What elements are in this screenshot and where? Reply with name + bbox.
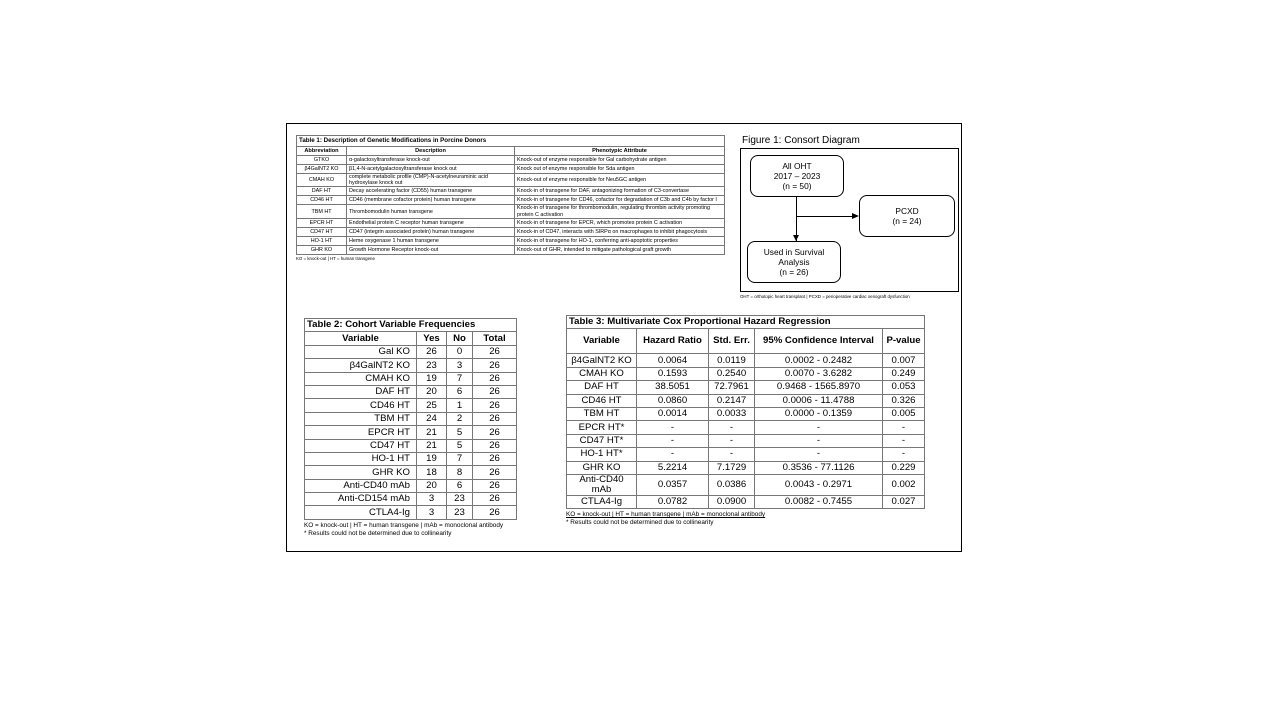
table3-header-variable: Variable — [567, 329, 637, 354]
table2-row-cell: 26 — [473, 493, 517, 506]
table2-caption: Table 2: Cohort Variable Frequencies — [305, 319, 517, 332]
table2-header-no: No — [447, 332, 473, 345]
table3-row-cell: 0.0860 — [637, 394, 709, 407]
poster-panel — [286, 123, 962, 552]
table2-row-cell: 0 — [447, 345, 473, 358]
table2-row-cell: 1 — [447, 399, 473, 412]
table3 — [566, 315, 925, 509]
table1-row — [297, 187, 725, 196]
table2-row-cell: 21 — [417, 439, 447, 452]
table2-row-cell: 26 — [473, 506, 517, 519]
table3-row-cell: 0.0043 - 0.2971 — [755, 474, 883, 495]
box-survival-line1: Used in Survival — [763, 246, 825, 257]
table3-row-cell: 0.0033 — [709, 407, 755, 420]
table1-footnote: KO = knock-out | HT = human transgene — [296, 255, 375, 261]
table3-row-cell: CD47 HT* — [567, 434, 637, 447]
table2-row-cell: 26 — [473, 412, 517, 425]
table2-row-cell: 18 — [417, 466, 447, 479]
table3-row-cell: 0.0357 — [637, 474, 709, 495]
table1-row-cell: CMAH KO — [297, 174, 347, 187]
table3-row-cell: 0.027 — [883, 496, 925, 509]
table3-row — [567, 407, 925, 420]
box-all-oht-line1: All OHT — [782, 160, 812, 171]
table1-row-cell: Decay accelerating factor (CD55) human transgene — [347, 187, 515, 196]
table3-row-cell: 38.5051 — [637, 381, 709, 394]
figure1-footnote: OHT = orthotopic heart transplant | PCXD = perioperative cardiac xenograft dysfunction — [740, 294, 910, 299]
table3-row-cell: - — [709, 421, 755, 434]
table1-row-cell: GHR KO — [297, 245, 347, 254]
table1-header-phenotypic-attribute: Phenotypic Attribute — [515, 147, 725, 156]
table2-row-cell: Gal KO — [305, 345, 417, 358]
table1-row-cell: β4GalNT2 KO — [297, 165, 347, 174]
table3-row-cell: 0.007 — [883, 354, 925, 367]
table1-row-cell: CD47 HT — [297, 227, 347, 236]
table2-row-cell: CMAH KO — [305, 372, 417, 385]
table1-row — [297, 156, 725, 165]
table1-row-cell: GTKO — [297, 156, 347, 165]
table1-row-cell: Growth Hormone Receptor knock-out — [347, 245, 515, 254]
table3-header-std-err: Std. Err. — [709, 329, 755, 354]
table2-row-cell: Anti-CD154 mAb — [305, 493, 417, 506]
table1-section — [296, 135, 724, 261]
table3-row-cell: DAF HT — [567, 381, 637, 394]
table3-row-cell: - — [637, 448, 709, 461]
table2-row-cell: 6 — [447, 385, 473, 398]
table3-row-cell: 0.0782 — [637, 496, 709, 509]
table3-row-cell: 0.0900 — [709, 496, 755, 509]
table1-caption: Table 1: Description of Genetic Modifications in Porcine Donors — [297, 136, 725, 147]
table2-row-cell: 26 — [473, 399, 517, 412]
table1-row-cell: Knock-out of GHR, intended to mitigate pathological graft growth — [515, 245, 725, 254]
table3-footnote — [566, 511, 924, 527]
table2 — [304, 318, 517, 520]
box-pcxd-line2: (n = 24) — [892, 216, 922, 226]
table3-row-cell: - — [883, 434, 925, 447]
table2-row-cell: Anti-CD40 mAb — [305, 479, 417, 492]
table3-row-cell: 7.1729 — [709, 461, 755, 474]
table2-row-cell: TBM HT — [305, 412, 417, 425]
table1-row-cell: Knock-in of transgene for HO-1, conferring anti-apoptotic properties — [515, 236, 725, 245]
table2-row-cell: 19 — [417, 452, 447, 465]
table3-caption: Table 3: Multivariate Cox Proportional Hazard Regression — [567, 316, 925, 329]
table2-row-cell: CD46 HT — [305, 399, 417, 412]
table2-row-cell: 26 — [417, 345, 447, 358]
table1-row-cell: CD47 (integrin associated protein) human transgene — [347, 227, 515, 236]
table3-row — [567, 434, 925, 447]
table3-header-confidence-interval: 95% Confidence Interval — [755, 329, 883, 354]
table3-row-cell: 0.0082 - 0.7455 — [755, 496, 883, 509]
table3-row-cell: 0.0002 - 0.2482 — [755, 354, 883, 367]
table2-row — [305, 452, 517, 465]
table1-row-cell: complete metabolic profile (CMP)-N-acetylneuraminic acid hydroxylase knock out — [347, 174, 515, 187]
table2-row-cell: 26 — [473, 426, 517, 439]
table3-row — [567, 367, 925, 380]
table3-row-cell: TBM HT — [567, 407, 637, 420]
table3-row-cell: 0.0064 — [637, 354, 709, 367]
table3-row-cell: 72.7961 — [709, 381, 755, 394]
table3-section — [566, 315, 924, 527]
table1-row-cell: Knock-out of enzyme responsible for Neu5GC antigen — [515, 174, 725, 187]
table2-body — [305, 345, 517, 519]
box-survival-line3: (n = 26) — [779, 267, 809, 278]
table2-row-cell: 24 — [417, 412, 447, 425]
table1-row-cell: CD46 HT — [297, 196, 347, 205]
table3-row-cell: 0.2147 — [709, 394, 755, 407]
table3-row-cell: - — [755, 434, 883, 447]
table3-row-cell: 0.229 — [883, 461, 925, 474]
table2-row — [305, 359, 517, 372]
table3-row-cell: CMAH KO — [567, 367, 637, 380]
table2-footnote-line1: KO = knock-out | HT = human transgene | mAb = monoclonal antibody — [304, 521, 504, 529]
table3-footnote-line1: KO = knock-out | HT = human transgene | mAb = monoclonal antibody — [566, 511, 766, 519]
table3-header-p-value: P-value — [883, 329, 925, 354]
table1-row-cell: TBM HT — [297, 205, 347, 218]
table2-row-cell: 26 — [473, 372, 517, 385]
table1-row-cell: Knock-in of CD47, interacts with SIRPα on macrophages to inhibit phagocytosis — [515, 227, 725, 236]
table2-section — [304, 318, 516, 538]
table2-row — [305, 439, 517, 452]
table3-row-cell: 0.3536 - 77.1126 — [755, 461, 883, 474]
table1-header-abbreviation: Abbreviation — [297, 147, 347, 156]
table1-row — [297, 205, 725, 218]
table3-row-cell: 0.249 — [883, 367, 925, 380]
table2-row — [305, 506, 517, 519]
table2-row-cell: HO-1 HT — [305, 452, 417, 465]
table3-row-cell: - — [637, 434, 709, 447]
table2-row-cell: CTLA4-Ig — [305, 506, 417, 519]
table2-row — [305, 479, 517, 492]
table1-row-cell: Knock-in of transgene for EPCR, which promotes protein C activation — [515, 218, 725, 227]
table1-row-cell: Knock out of enzyme responsible for Sda antigen — [515, 165, 725, 174]
table3-row-cell: CTLA4-Ig — [567, 496, 637, 509]
table2-row-cell: CD47 HT — [305, 439, 417, 452]
table2-row-cell: DAF HT — [305, 385, 417, 398]
table3-row — [567, 421, 925, 434]
table1-row — [297, 245, 725, 254]
table3-row-cell: GHR KO — [567, 461, 637, 474]
table1-row — [297, 174, 725, 187]
table2-row-cell: 2 — [447, 412, 473, 425]
table2-row-cell: 6 — [447, 479, 473, 492]
table3-row-cell: 0.002 — [883, 474, 925, 495]
table2-row-cell: 23 — [447, 493, 473, 506]
table3-row — [567, 381, 925, 394]
table1-row — [297, 165, 725, 174]
table3-row-cell: 0.0119 — [709, 354, 755, 367]
table2-row-cell: 26 — [473, 359, 517, 372]
table2-row — [305, 385, 517, 398]
table3-row-cell: β4GalNT2 KO — [567, 354, 637, 367]
table3-row-cell: - — [883, 421, 925, 434]
table2-row-cell: 20 — [417, 479, 447, 492]
box-pcxd-line1: PCXD — [895, 205, 919, 216]
table2-row-cell: GHR KO — [305, 466, 417, 479]
table3-row — [567, 354, 925, 367]
table3-row-cell: 5.2214 — [637, 461, 709, 474]
table3-row-cell: 0.053 — [883, 381, 925, 394]
box-survival-analysis — [747, 241, 841, 283]
table3-row — [567, 474, 925, 495]
table3-row-cell: 0.0006 - 11.4788 — [755, 394, 883, 407]
table2-row-cell: 26 — [473, 466, 517, 479]
table2-row-cell: 26 — [473, 345, 517, 358]
table3-body — [567, 354, 925, 509]
table2-row-cell: EPCR HT — [305, 426, 417, 439]
table1-row — [297, 218, 725, 227]
table1-row-cell: Thrombomodulin human transgene — [347, 205, 515, 218]
table2-header-variable: Variable — [305, 332, 417, 345]
table1-header-description: Description — [347, 147, 515, 156]
table3-row-cell: 0.9468 - 1565.8970 — [755, 381, 883, 394]
table2-row-cell: 23 — [417, 359, 447, 372]
table2-row-cell: 5 — [447, 426, 473, 439]
table2-row-cell: 5 — [447, 439, 473, 452]
table1 — [296, 135, 725, 255]
table3-row-cell: 0.005 — [883, 407, 925, 420]
flow-line-horizontal — [796, 216, 852, 217]
table2-row-cell: 26 — [473, 439, 517, 452]
table2-row-cell: β4GalNT2 KO — [305, 359, 417, 372]
box-all-oht — [750, 155, 844, 197]
table2-row-cell: 26 — [473, 452, 517, 465]
table3-row-cell: 0.0000 - 0.1359 — [755, 407, 883, 420]
table3-row-cell: 0.1593 — [637, 367, 709, 380]
table1-row-cell: EPCR HT — [297, 218, 347, 227]
table2-row-cell: 20 — [417, 385, 447, 398]
table1-row — [297, 236, 725, 245]
table1-row — [297, 196, 725, 205]
table1-body — [297, 156, 725, 255]
consort-diagram — [740, 148, 959, 292]
table2-row-cell: 26 — [473, 479, 517, 492]
table3-row-cell: 0.0014 — [637, 407, 709, 420]
table3-row-cell: 0.0386 — [709, 474, 755, 495]
figure1-title: Figure 1: Consort Diagram — [742, 135, 860, 146]
table3-row-cell: CD46 HT — [567, 394, 637, 407]
table3-row-cell: - — [883, 448, 925, 461]
table2-row-cell: 3 — [417, 506, 447, 519]
table3-row-cell: - — [755, 421, 883, 434]
table2-row-cell: 8 — [447, 466, 473, 479]
table2-row-cell: 21 — [417, 426, 447, 439]
table2-row-cell: 7 — [447, 452, 473, 465]
table2-row — [305, 399, 517, 412]
table2-row — [305, 372, 517, 385]
table2-row — [305, 412, 517, 425]
table3-row-cell: - — [709, 448, 755, 461]
table3-row-cell: EPCR HT* — [567, 421, 637, 434]
table1-row-cell: DAF HT — [297, 187, 347, 196]
table2-row — [305, 426, 517, 439]
table2-row-cell: 19 — [417, 372, 447, 385]
table2-header-yes: Yes — [417, 332, 447, 345]
table3-row-cell: - — [709, 434, 755, 447]
table2-row-cell: 3 — [417, 493, 447, 506]
table1-row-cell: β1,4-N-acetylgalactosyltransferase knock out — [347, 165, 515, 174]
table2-row-cell: 7 — [447, 372, 473, 385]
table1-row-cell: Heme oxygenase 1 human transgene — [347, 236, 515, 245]
table3-row — [567, 461, 925, 474]
table2-footnote-line2: * Results could not be determined due to collinearity — [304, 529, 452, 537]
table3-row — [567, 394, 925, 407]
table2-row-cell: 3 — [447, 359, 473, 372]
table1-row-cell: Knock-in of transgene for CD46, cofactor for degradation of C3b and C4b by factor I — [515, 196, 725, 205]
table2-row-cell: 25 — [417, 399, 447, 412]
table1-row — [297, 227, 725, 236]
table1-row-cell: Knock-in of transgene for thrombomodulin, regulating thrombin activity promoting protein C activation — [515, 205, 725, 218]
table1-row-cell: CD46 (membrane cofactor protein) human transgene — [347, 196, 515, 205]
box-all-oht-line2: 2017 – 2023 — [773, 170, 821, 181]
arrow-right-icon — [852, 213, 859, 219]
table2-row — [305, 493, 517, 506]
table3-row-cell: - — [637, 421, 709, 434]
table3-row — [567, 448, 925, 461]
box-pcxd — [859, 195, 955, 237]
table2-header-total: Total — [473, 332, 517, 345]
table2-row — [305, 466, 517, 479]
table3-row-cell: - — [755, 448, 883, 461]
table3-row-cell: HO-1 HT* — [567, 448, 637, 461]
table3-footnote-line2: * Results could not be determined due to collinearity — [566, 519, 714, 527]
table1-row-cell: Knock-in of transgene for DAF, antagonizing formation of C3-convertase — [515, 187, 725, 196]
table2-footnote — [304, 522, 516, 538]
table1-row-cell: Knock-out of enzyme responsible for Gal carbohydrate antigen — [515, 156, 725, 165]
box-all-oht-line3: (n = 50) — [782, 181, 812, 192]
box-survival-line2: Analysis — [778, 256, 810, 267]
table3-row-cell: 0.326 — [883, 394, 925, 407]
table3-row-cell: 0.0070 - 3.6282 — [755, 367, 883, 380]
table3-row-cell: Anti-CD40 mAb — [567, 474, 637, 495]
table1-row-cell: Endothelial protein C receptor human transgene — [347, 218, 515, 227]
table3-header-hazard-ratio: Hazard Ratio — [637, 329, 709, 354]
table1-row-cell: α-galactosyltransferase knock-out — [347, 156, 515, 165]
table2-row-cell: 26 — [473, 385, 517, 398]
table2-row-cell: 23 — [447, 506, 473, 519]
table1-row-cell: HO-1 HT — [297, 236, 347, 245]
table2-row — [305, 345, 517, 358]
table3-row-cell: 0.2540 — [709, 367, 755, 380]
table3-row — [567, 496, 925, 509]
